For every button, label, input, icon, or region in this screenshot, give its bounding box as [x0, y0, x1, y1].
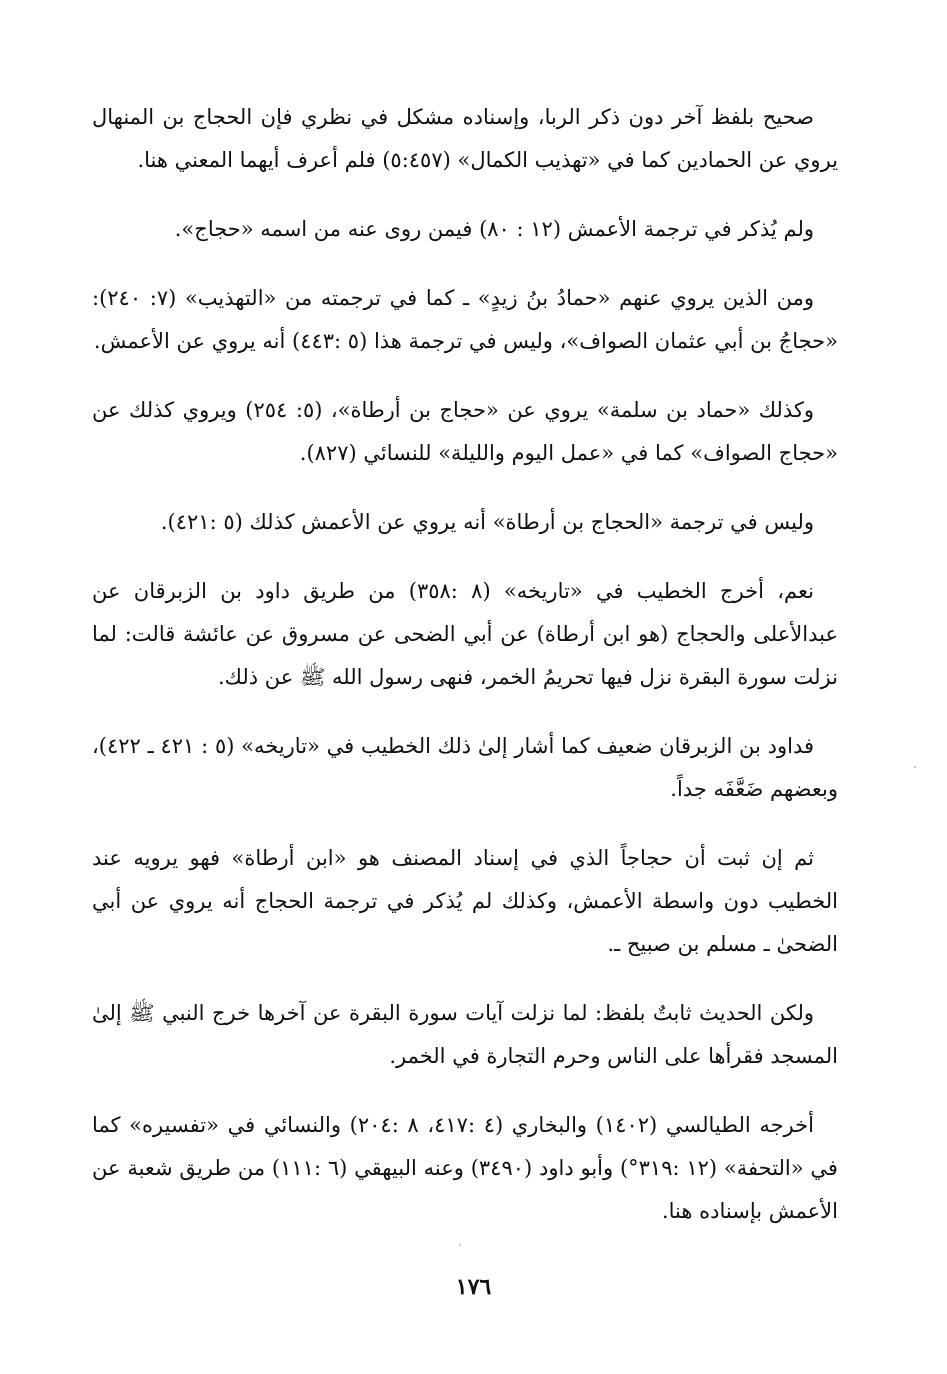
- paragraph-1: صحيح بلفظ آخر دون ذكر الربا، وإسناده مشكل في نظري فإن الحجاج بن المنهال يروي عن الحمادين كما في «تهذيب الكمال» (٥:٤٥٧) فلم أعرف أيهما المعني هنا.: [92, 105, 838, 172]
- page-body: [92, 96, 838, 1259]
- paragraph-2: ولم يُذكر في ترجمة الأعمش (١٢ : ٨٠) فيمن روى عنه من اسمه «حجاج».: [174, 217, 814, 241]
- scan-speck: [914, 766, 916, 768]
- page-number: ١٧٦: [455, 1274, 492, 1300]
- paragraph-4: وكذلك «حماد بن سلمة» يروي عن «حجاج بن أرطاة»، (٥: ٢٥٤) ويروي كذلك عن «حجاج الصواف» كما في «عمل اليوم والليلة» للنسائي (٨٢٧).: [92, 398, 838, 465]
- paragraph-7: فداود بن الزبرقان ضعيف كما أشار إلىٰ ذلك الخطيب في «تاريخه» (٥ : ٤٢١ ـ ٤٢٢)، وبعضهم ضَعَّفَه جداً.: [92, 734, 838, 801]
- scan-speck: [459, 1244, 461, 1246]
- paragraph-3: ومن الذين يروي عنهم «حمادُ بنُ زيدٍ» ـ كما في ترجمته من «التهذيب» (٧: ٢٤٠): «حجاجُ بن أبي عثمان الصواف»، وليس في ترجمة هذا (٥ :٤٤٣) أنه يروي عن الأعمش.: [92, 286, 838, 353]
- paragraph-6: نعم، أخرج الخطيب في «تاريخه» (٨ :٣٥٨) من طريق داود بن الزبرقان عن عبدالأعلى والحجاج (هو ابن أرطاة) عن أبي الضحى عن مسروق عن عائشة قالت: لما نزلت سورة البقرة نزل فيها تحريمُ الخمر، فنهى رسول الله ﷺ عن ذلك.: [92, 579, 838, 689]
- paragraph-5: وليس في ترجمة «الحجاج بن أرطاة» أنه يروي عن الأعمش كذلك (٥ :٤٢١).: [160, 510, 814, 534]
- paragraph-8: ثم إن ثبت أن حجاجاً الذي في إسناد المصنف هو «ابن أرطاة» فهو يرويه عند الخطيب دون واسطة الأعمش، وكذلك لم يُذكر في ترجمة الحجاج أنه يروي عن أبي الضحىٰ ـ مسلم بن صبيح ـ.: [92, 846, 838, 956]
- paragraph-9: ولكن الحديث ثابتٌ بلفظ: لما نزلت آيات سورة البقرة عن آخرها خرج النبي ﷺ إلىٰ المسجد فقرأها على الناس وحرم التجارة في الخمر.: [92, 1001, 838, 1068]
- paragraph-10: أخرجه الطيالسي (١٤٠٢) والبخاري (٤ :٤١٧، ٨ :٢٠٤) والنسائي في «تفسيره» كما في «التحفة» (١٢ :٣١٩°) وأبو داود (٣٤٩٠) وعنه البيهقي (٦ :١١١) من طريق شعبة عن الأعمش بإسناده هنا.: [92, 1113, 838, 1223]
